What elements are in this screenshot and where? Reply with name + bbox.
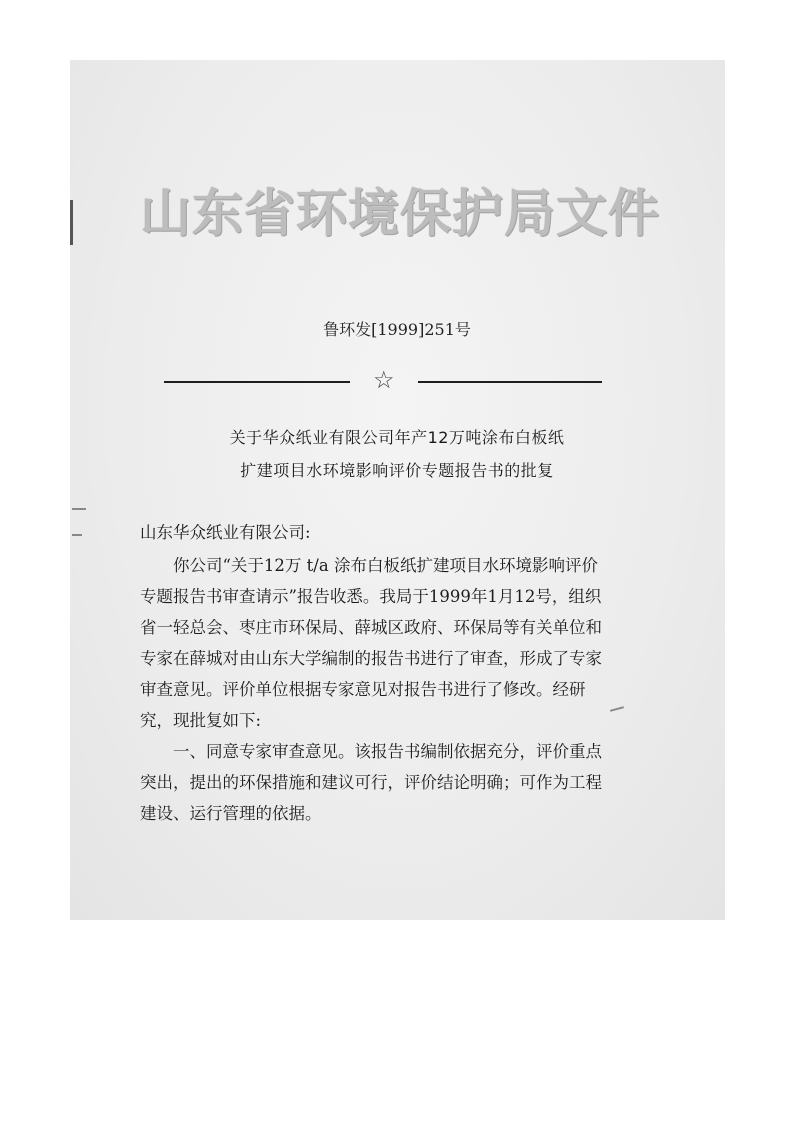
scan-edge-mark (70, 200, 73, 245)
document-body (140, 517, 610, 829)
scan-dash-mark (72, 508, 86, 510)
body-paragraph-2: 一、同意专家审查意见。该报告书编制依据充分，评价重点突出，提出的环保措施和建议可行，评价结论明确；可作为工程建设、运行管理的依据。 (140, 742, 602, 823)
addressee: 山东华众纸业有限公司: (140, 523, 311, 542)
document-number: 鲁环发[1999]251号 (323, 320, 471, 339)
divider-line-right (418, 381, 602, 383)
star-icon: ☆ (373, 366, 395, 394)
body-paragraph-1: 你公司“关于12万 t/a 涂布白板纸扩建项目水环境影响评价专题报告书审查请示”报告收悉。我局于1999年1月12号，组织省一轻总会、枣庄市环保局、薛城区政府、环保局等有关单位和专家在薛城对由山东大学编制的报告书进行了审查，形成了专家审查意见。评价单位根据专家意见对报告书进行了修改。经研究，现批复如下: (140, 556, 602, 730)
subject-line-1: 关于华众纸业有限公司年产12万吨涂布白板纸 (229, 428, 565, 447)
scan-dash-mark (72, 534, 82, 536)
issuer-title: 山东省环境保护局文件 (140, 184, 661, 244)
subject-line-2: 扩建项目水环境影响评价专题报告书的批复 (240, 461, 554, 480)
divider-line-left (164, 381, 350, 383)
